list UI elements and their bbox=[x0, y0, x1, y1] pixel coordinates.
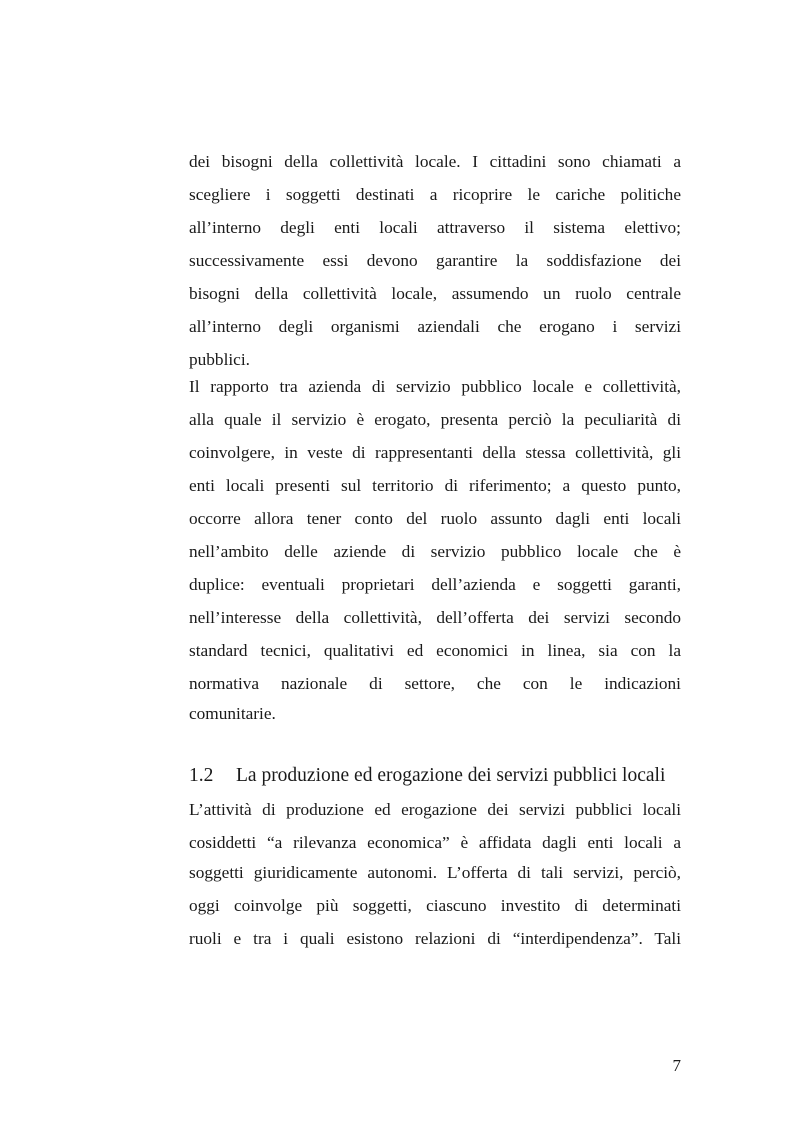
text-line: all’interno degli organismi aziendali che erogano i servizi bbox=[189, 317, 681, 336]
text-line: oggi coinvolge più soggetti, ciascuno investito di determinati bbox=[189, 896, 681, 915]
text-line: alla quale il servizio è erogato, presenta perciò la peculiarità di bbox=[189, 410, 681, 429]
text-line: all’interno degli enti locali attraverso il sistema elettivo; bbox=[189, 218, 681, 237]
text-line: nell’ambito delle aziende di servizio pubblico locale che è bbox=[189, 542, 681, 561]
section-heading bbox=[189, 764, 665, 788]
text-line: duplice: eventuali proprietari dell’azienda e soggetti garanti, bbox=[189, 575, 681, 594]
page-number: 7 bbox=[672, 1056, 681, 1075]
text-line: successivamente essi devono garantire la soddisfazione dei bbox=[189, 251, 681, 270]
text-line: nell’interesse della collettività, dell’offerta dei servizi secondo bbox=[189, 608, 681, 627]
text-line: Il rapporto tra azienda di servizio pubblico locale e collettività, bbox=[189, 377, 681, 396]
text-line: enti locali presenti sul territorio di riferimento; a questo punto, bbox=[189, 476, 681, 495]
text-line: normativa nazionale di settore, che con le indicazioni bbox=[189, 674, 681, 693]
text-line: L’attività di produzione ed erogazione dei servizi pubblici locali bbox=[189, 800, 681, 819]
text-line: coinvolgere, in veste di rappresentanti della stessa collettività, gli bbox=[189, 443, 681, 462]
section-number: 1.2 bbox=[189, 765, 214, 786]
text-line: occorre allora tener conto del ruolo assunto dagli enti locali bbox=[189, 509, 681, 528]
text-line: cosiddetti “a rilevanza economica” è affidata dagli enti locali a bbox=[189, 833, 681, 852]
text-line: standard tecnici, qualitativi ed economici in linea, sia con la bbox=[189, 641, 681, 660]
text-line: bisogni della collettività locale, assumendo un ruolo centrale bbox=[189, 284, 681, 303]
text-line: dei bisogni della collettività locale. I cittadini sono chiamati a bbox=[189, 152, 681, 171]
text-line: pubblici. bbox=[189, 350, 250, 369]
text-line: comunitarie. bbox=[189, 704, 276, 723]
text-line: ruoli e tra i quali esistono relazioni di “interdipendenza”. Tali bbox=[189, 929, 681, 948]
section-title: La produzione ed erogazione dei servizi pubblici locali bbox=[236, 765, 666, 786]
text-line: scegliere i soggetti destinati a ricoprire le cariche politiche bbox=[189, 185, 681, 204]
text-line: soggetti giuridicamente autonomi. L’offerta di tali servizi, perciò, bbox=[189, 863, 681, 882]
